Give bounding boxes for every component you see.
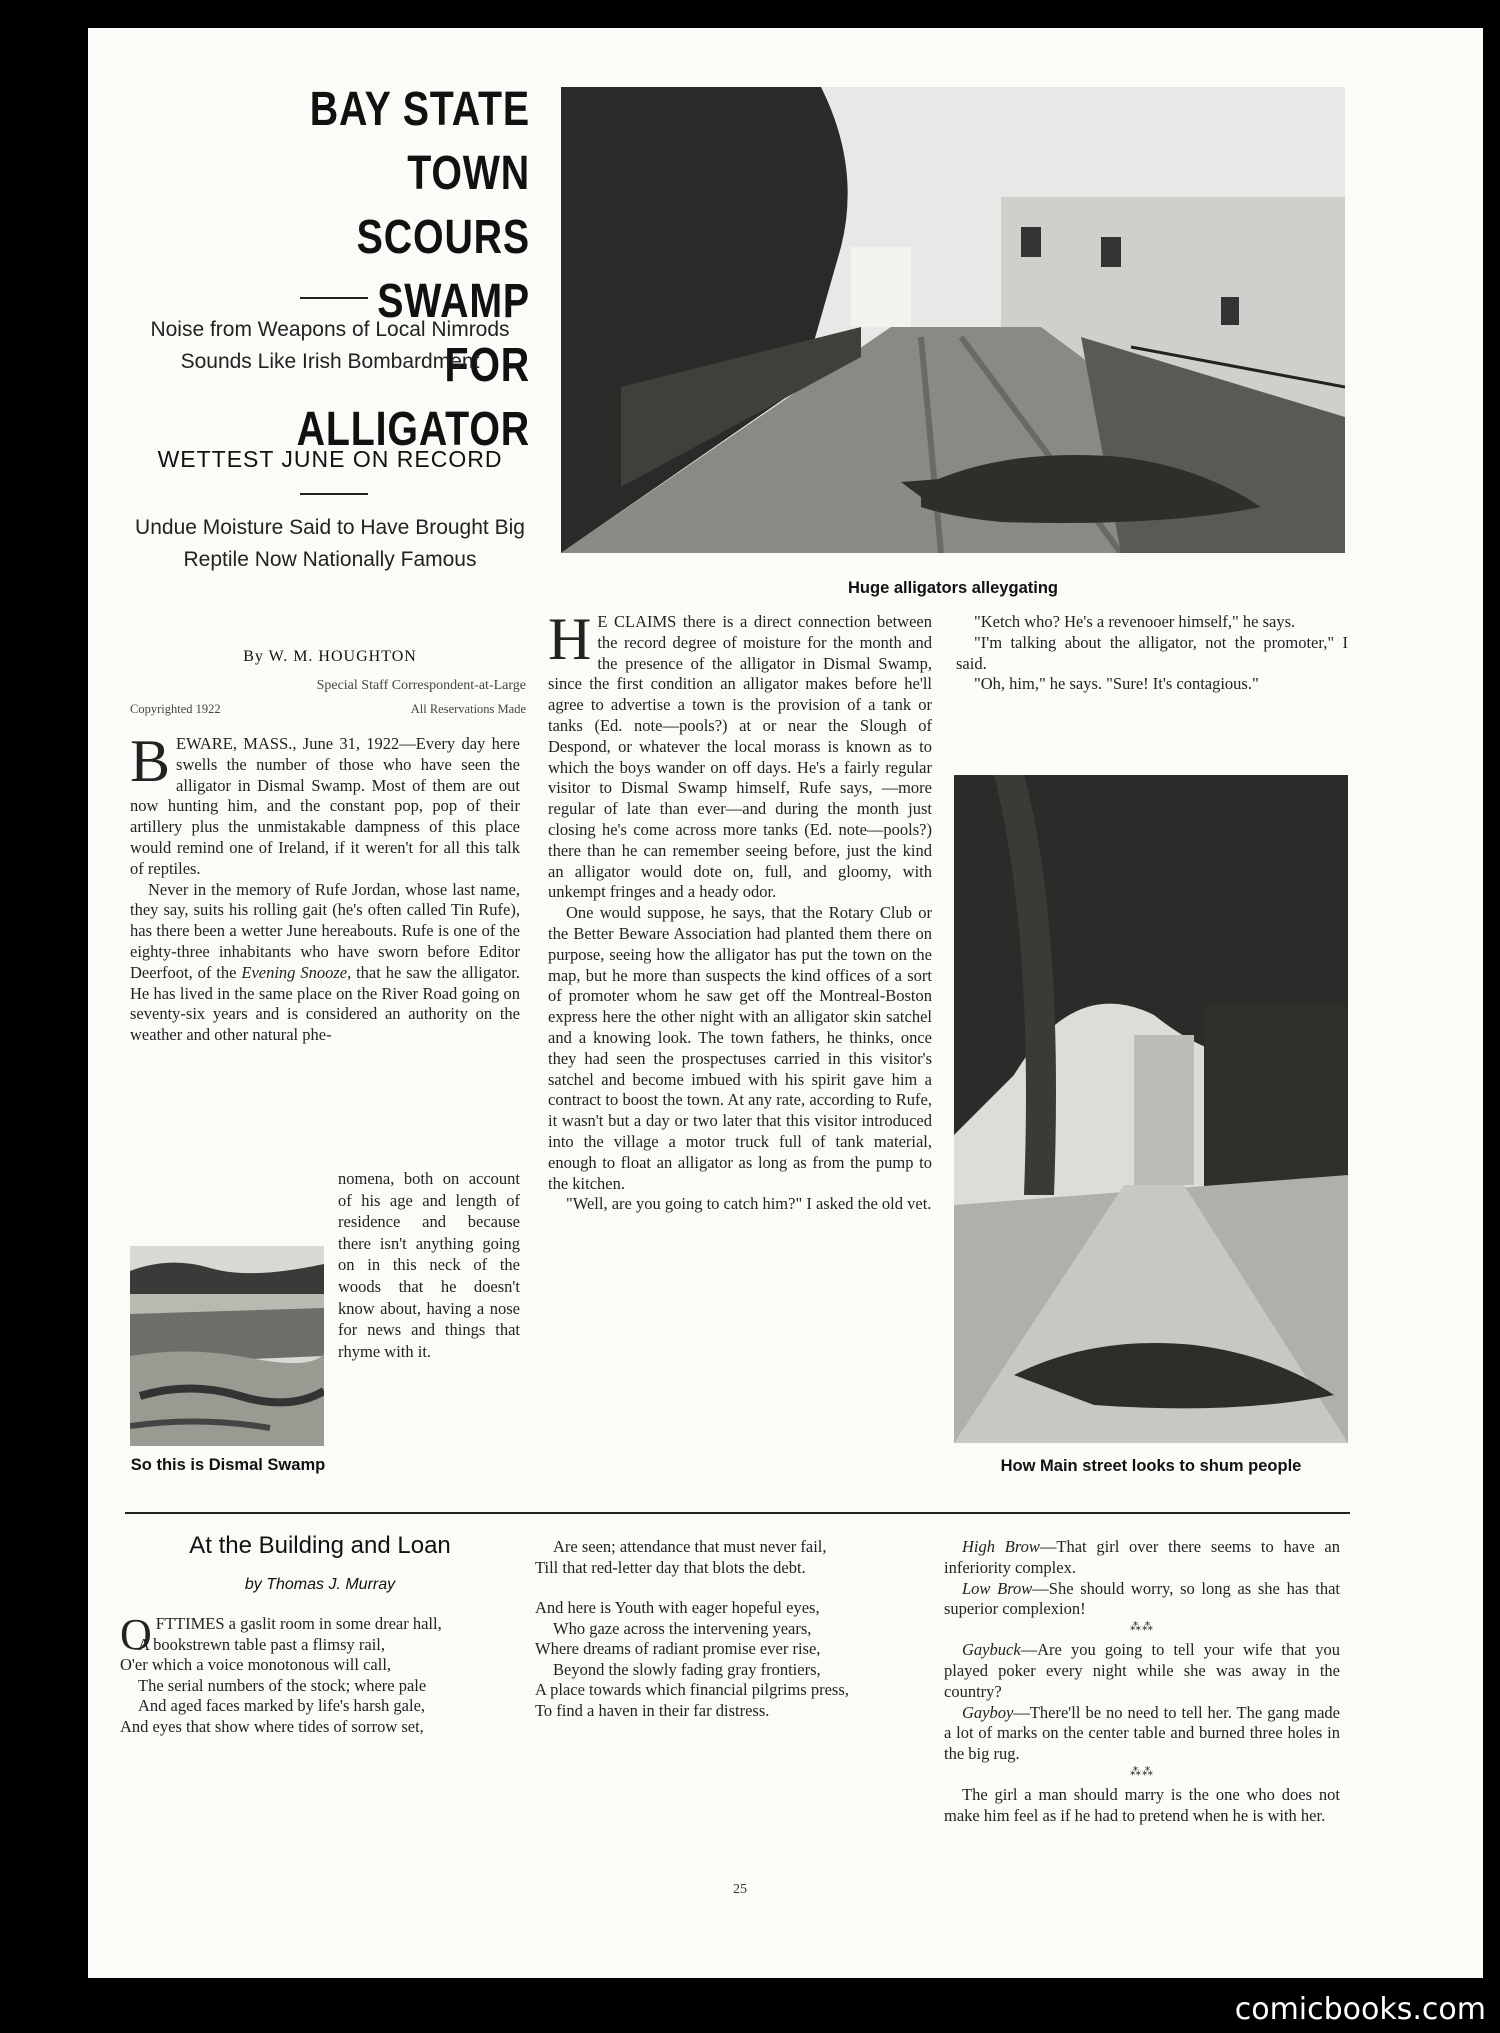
column-1-narrow-text (338, 1168, 520, 1362)
paragraph-text: , that he saw the alligator. He has lived in the same place on the River Road going on seventy-six years and is considered an authority on the weather and other natural phe- (130, 962, 521, 1045)
deck-3: Undue Moisture Said to Have Brought Big Reptile Now Nationally Famous (135, 516, 525, 571)
headline-line-3: FOR ALLIGATOR (296, 339, 530, 456)
swamp-photo (130, 1246, 324, 1446)
joke-text: —There'll be no need to tell her. The gang made a lot of marks on the center table and burned three holes in the big rug. (944, 1702, 1340, 1764)
deck-rule (300, 493, 368, 495)
caption-top: Huge alligators alleygating (848, 579, 1058, 597)
newspaper-name: Evening Snooze (241, 962, 348, 982)
joke-text: —She should worry, so long as she has that superior complexion! (944, 1578, 1341, 1619)
column-3-text (956, 612, 1348, 695)
poem-line: And aged faces marked by life's harsh gale, (138, 1696, 426, 1715)
paragraph: "I'm talking about the alligator, not the promoter," I said. (956, 632, 1348, 673)
poem-line: O'er which a voice monotonous will call, (120, 1655, 392, 1674)
reservations: All Reservations Made (410, 702, 526, 716)
swamp-photo-image (130, 1246, 324, 1446)
speaker: Gayboy (962, 1702, 1014, 1722)
drop-cap: B (130, 728, 171, 794)
paragraph-text: E CLAIMS there is a direct connection between the record degree of moisture for the month and the presence of the alligator in Dismal Swamp, since the first condition an alligator makes before he'll agree to advertise a town is the provision of a tank or tanks (Ed. note—pools?) at or near the Slough of Despond, or whatever the local morass is known as to which the boys wander on off days. He's a fairly regular visitor to Dismal Swamp himself, Rufe says, —more regular of late than ever—and during the month just closing he's come across more tanks (Ed. note—pools?) there than he can remember seeing before, just the kind an alligator would dote on, full, and gloomy, with unkempt fringes and a heady odor. (548, 612, 932, 902)
paragraph (130, 880, 520, 1046)
caption-swamp: So this is Dismal Swamp (130, 1456, 326, 1474)
joke-text: —Are you going to tell your wife that you played poker every night while she was away in the country? (944, 1640, 1340, 1701)
ornament: ⁂⁂ (1130, 1765, 1154, 1778)
speaker: Low Brow (962, 1578, 1033, 1598)
paragraph (130, 728, 520, 880)
poem-line: Who gaze across the intervening years, (553, 1618, 812, 1638)
paragraph: nomena, both on account of his age and length of residence and because there isn't anything going on in this neck of the woods that he doesn't know about, having a nose for news and things that rhyme with it. (338, 1169, 520, 1361)
headline-rule (300, 297, 368, 299)
column-1-text (130, 728, 521, 1046)
watermark: comicbooks.com (1234, 1992, 1486, 2027)
headline (206, 78, 530, 462)
section-divider (125, 1512, 1350, 1514)
poem-line: The serial numbers of the stock; where pale (138, 1675, 427, 1695)
caption-main-street: How Main street looks to shum people (1000, 1457, 1302, 1475)
poem-line: A bookstrewn table past a flimsy rail, (138, 1634, 385, 1654)
speaker: Gaybuck (962, 1640, 1021, 1660)
main-street-photo (954, 775, 1348, 1443)
alley-photo-image (561, 87, 1345, 553)
ornament: ⁂⁂ (1130, 1621, 1154, 1634)
poem-line: And eyes that show where tides of sorrow set, (120, 1716, 424, 1736)
poem-line: To find a haven in their far distress. (535, 1700, 770, 1720)
poem-line: Are seen; attendance that must never fail, (553, 1537, 827, 1556)
poem-title: At the Building and Loan (189, 1532, 451, 1559)
column-2-text (548, 606, 932, 1215)
alley-alligator-photo (561, 87, 1345, 553)
speaker: High Brow (962, 1537, 1040, 1556)
poem-author: by Thomas J. Murray (244, 1576, 396, 1593)
poem-line: Till that red-letter day that blots the debt. (535, 1557, 806, 1577)
deck-2: WETTEST JUNE ON RECORD (157, 446, 503, 472)
joke (944, 1579, 1340, 1621)
poem-column-2 (535, 1537, 927, 1721)
copyright: Copyrighted 1922 (130, 702, 221, 716)
paragraph: "Oh, him," he says. "Sure! It's contagious." (974, 674, 1259, 694)
jokes-column (944, 1537, 1340, 1827)
poem-line: A place towards which financial pilgrims press, (535, 1680, 849, 1699)
drop-cap: H (548, 606, 592, 672)
joke (944, 1640, 1340, 1702)
page-number: 25 (733, 1882, 747, 1897)
paragraph: "Well, are you going to catch him?" I asked the old vet. (566, 1194, 932, 1214)
joke-text: —That girl over there seems to have an inferiority complex. (944, 1537, 1340, 1577)
headline-line-1: BAY STATE TOWN (309, 83, 530, 200)
poem-line: Where dreams of radiant promise ever rise, (535, 1639, 821, 1658)
poem-line: And here is Youth with eager hopeful eyes, (535, 1598, 820, 1617)
drop-cap: O (120, 1610, 152, 1659)
byline: By W. M. HOUGHTON (243, 648, 417, 665)
paragraph-text: Never in the memory of Rufe Jordan, whose last name, they say, suits his rolling gait (he's often called Tin Rufe), has there been a wetter June hereabouts. Rufe is one of the eighty-three inhabitants who have sworn before Editor Deerfoot, of the (130, 879, 520, 982)
poem-line: Beyond the slowly fading gray frontiers, (553, 1659, 821, 1679)
paragraph: "Ketch who? He's a revenooer himself," he says. (974, 612, 1296, 631)
joke (944, 1537, 1340, 1579)
copyright-line (130, 702, 526, 717)
joke (944, 1703, 1340, 1765)
deck-1: Noise from Weapons of Local Nimrods Sounds Like Irish Bombardment (150, 318, 510, 373)
poem-line-text: FTTIMES a gaslit room in some drear hall, (155, 1614, 442, 1633)
poem-column-1 (120, 1610, 515, 1737)
paragraph-text: EWARE, MASS., June 31, 1922—Every day here swells the number of those who have seen the alligator in Dismal Swamp. Most of them are out now hunting him, and the constant pop, pop of their artillery plus the unmistakable dampness of this place would remind one of Ireland, if it weren't for all this talk of reptiles. (130, 734, 520, 878)
paragraph: One would suppose, he says, that the Rotary Club or the Better Beware Association had planted them there on purpose, seeing how the alligator has put the town on the map, but he more than suspects the kind offices of a sort of promoter whom he saw get off the Montreal-Boston express here the other night with an alligator skin satchel and a knowing look. The town fathers, he thinks, once they had seen the prospectuses carried in this visitor's satchel and become imbued with his spirit gave him a contract to boost the town. At any rate, according to Rufe, it wasn't but a day or two later that this visitor introduced into the village a motor truck full of tank material, enough to float an alligator as long as from the pump to the kitchen. (548, 903, 932, 1193)
byline-title: Special Staff Correspondent-at-Large (316, 678, 526, 693)
paragraph (548, 606, 932, 903)
headline-line-2: SCOURS SWAMP (356, 211, 530, 328)
main-street-image (954, 775, 1348, 1443)
joke: The girl a man should marry is the one who does not make him feel as if he had to pretend when he is with her. (944, 1784, 1340, 1825)
